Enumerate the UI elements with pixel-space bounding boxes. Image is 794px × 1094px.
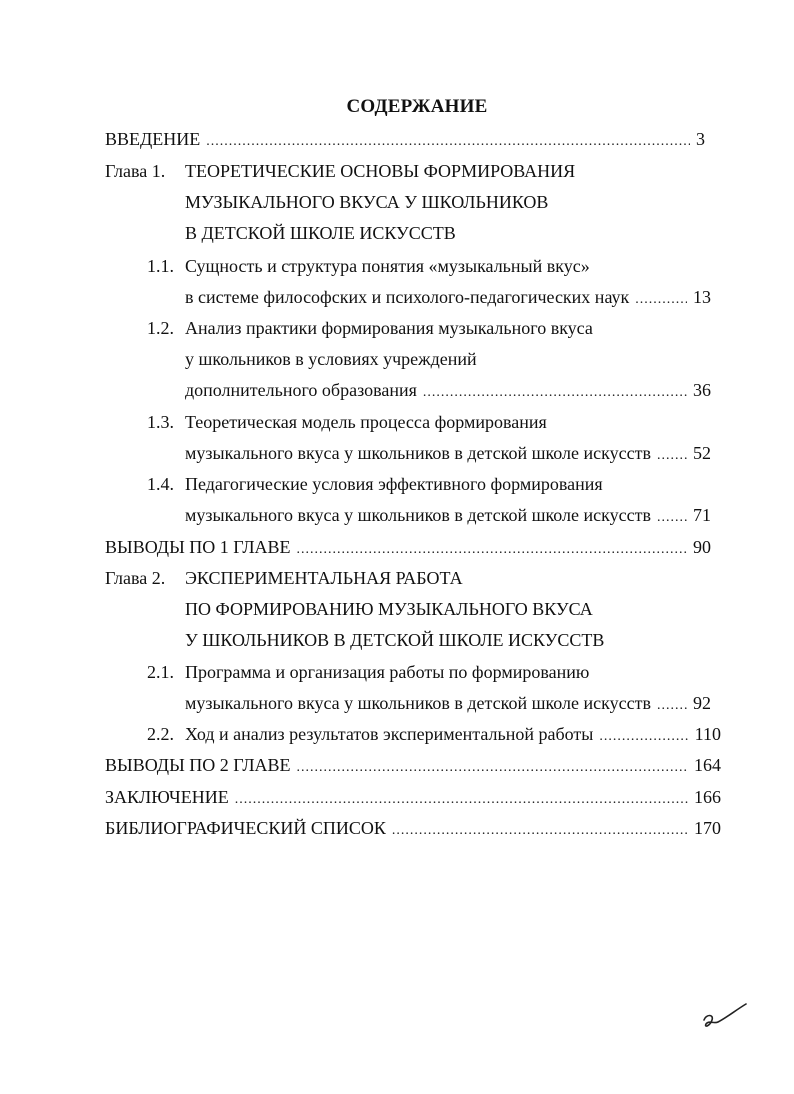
page-number: 36 (693, 380, 711, 400)
chapter-title-line: МУЗЫКАЛЬНОГО ВКУСА У ШКОЛЬНИКОВ (185, 192, 549, 212)
toc-label: музыкального вкуса у школьников в детской школе искусств (185, 443, 651, 463)
section-number: 1.1. (147, 256, 174, 276)
toc-label: музыкального вкуса у школьников в детской школе искусств (185, 505, 651, 525)
chapter-title-line: ПО ФОРМИРОВАНИЮ МУЗЫКАЛЬНОГО ВКУСА (185, 599, 593, 619)
section-number: 1.3. (147, 412, 174, 432)
leader-dots (206, 131, 690, 153)
handwritten-page-mark (700, 1000, 750, 1030)
leader-dots (657, 445, 687, 467)
toc-label: ЗАКЛЮЧЕНИЕ (105, 787, 229, 807)
toc-entry-conclusion-1 (105, 536, 711, 561)
section-title-line: Программа и организация работы по формированию (185, 662, 590, 682)
page-number: 3 (696, 129, 705, 149)
section-title-line: Анализ практики формирования музыкального вкуса (185, 318, 593, 338)
page-number: 92 (693, 693, 711, 713)
leader-dots (599, 726, 688, 748)
toc-label: дополнительного образования (185, 380, 417, 400)
page-number: 110 (694, 724, 721, 744)
toc-entry-intro (105, 128, 705, 153)
chapter-label: Глава 2. (105, 568, 166, 588)
toc-label: ВЫВОДЫ ПО 1 ГЛАВЕ (105, 537, 291, 557)
section-title-line: Теоретическая модель процесса формирования (185, 412, 547, 432)
section-number: 2.1. (147, 662, 174, 682)
toc-label: ВВЕДЕНИЕ (105, 129, 201, 149)
toc-entry-section (185, 379, 711, 404)
section-number: 2.2. (147, 724, 174, 744)
chapter-label: Глава 1. (105, 161, 166, 181)
page-number: 170 (694, 818, 721, 838)
toc-entry-conclusion-2 (105, 754, 721, 779)
toc-entry-section (185, 286, 711, 311)
toc-label: музыкального вкуса у школьников в детской школе искусств (185, 693, 651, 713)
chapter-title-line: ТЕОРЕТИЧЕСКИЕ ОСНОВЫ ФОРМИРОВАНИЯ (185, 161, 576, 181)
section-title-line: Сущность и структура понятия «музыкальный вкус» (185, 256, 590, 276)
leader-dots (657, 507, 687, 529)
section-number: 1.4. (147, 474, 174, 494)
toc-entry-section (185, 442, 711, 467)
page-number: 52 (693, 443, 711, 463)
toc-label: БИБЛИОГРАФИЧЕСКИЙ СПИСОК (105, 818, 386, 838)
leader-dots (297, 539, 687, 561)
leader-dots (235, 789, 688, 811)
page-number: 13 (693, 287, 711, 307)
toc-label: Ход и анализ результатов экспериментальной работы (185, 724, 594, 744)
leader-dots (635, 289, 687, 311)
leader-dots (657, 695, 687, 717)
toc-entry-section (185, 723, 721, 748)
chapter-title-line: ЭКСПЕРИМЕНТАЛЬНАЯ РАБОТА (185, 568, 463, 588)
chapter-title-line: У ШКОЛЬНИКОВ В ДЕТСКОЙ ШКОЛЕ ИСКУССТВ (185, 630, 605, 650)
chapter-title-line: В ДЕТСКОЙ ШКОЛЕ ИСКУССТВ (185, 223, 456, 243)
section-number: 1.2. (147, 318, 174, 338)
leader-dots (423, 382, 687, 404)
page-title: СОДЕРЖАНИЕ (346, 96, 488, 117)
toc-entry-section (185, 692, 711, 717)
leader-dots (297, 757, 688, 779)
toc-label: ВЫВОДЫ ПО 2 ГЛАВЕ (105, 755, 291, 775)
section-title-line: Педагогические условия эффективного формирования (185, 474, 603, 494)
section-title-line: у школьников в условиях учреждений (185, 349, 477, 369)
leader-dots (392, 820, 688, 842)
page-number: 71 (693, 505, 711, 525)
page-number: 166 (694, 787, 721, 807)
page-number: 164 (694, 755, 721, 775)
toc-entry-final-conclusion (105, 786, 721, 811)
toc-label: в системе философских и психолого-педагогических наук (185, 287, 630, 307)
toc-entry-bibliography (105, 817, 721, 842)
toc-entry-section (185, 504, 711, 529)
page-number: 90 (693, 537, 711, 557)
